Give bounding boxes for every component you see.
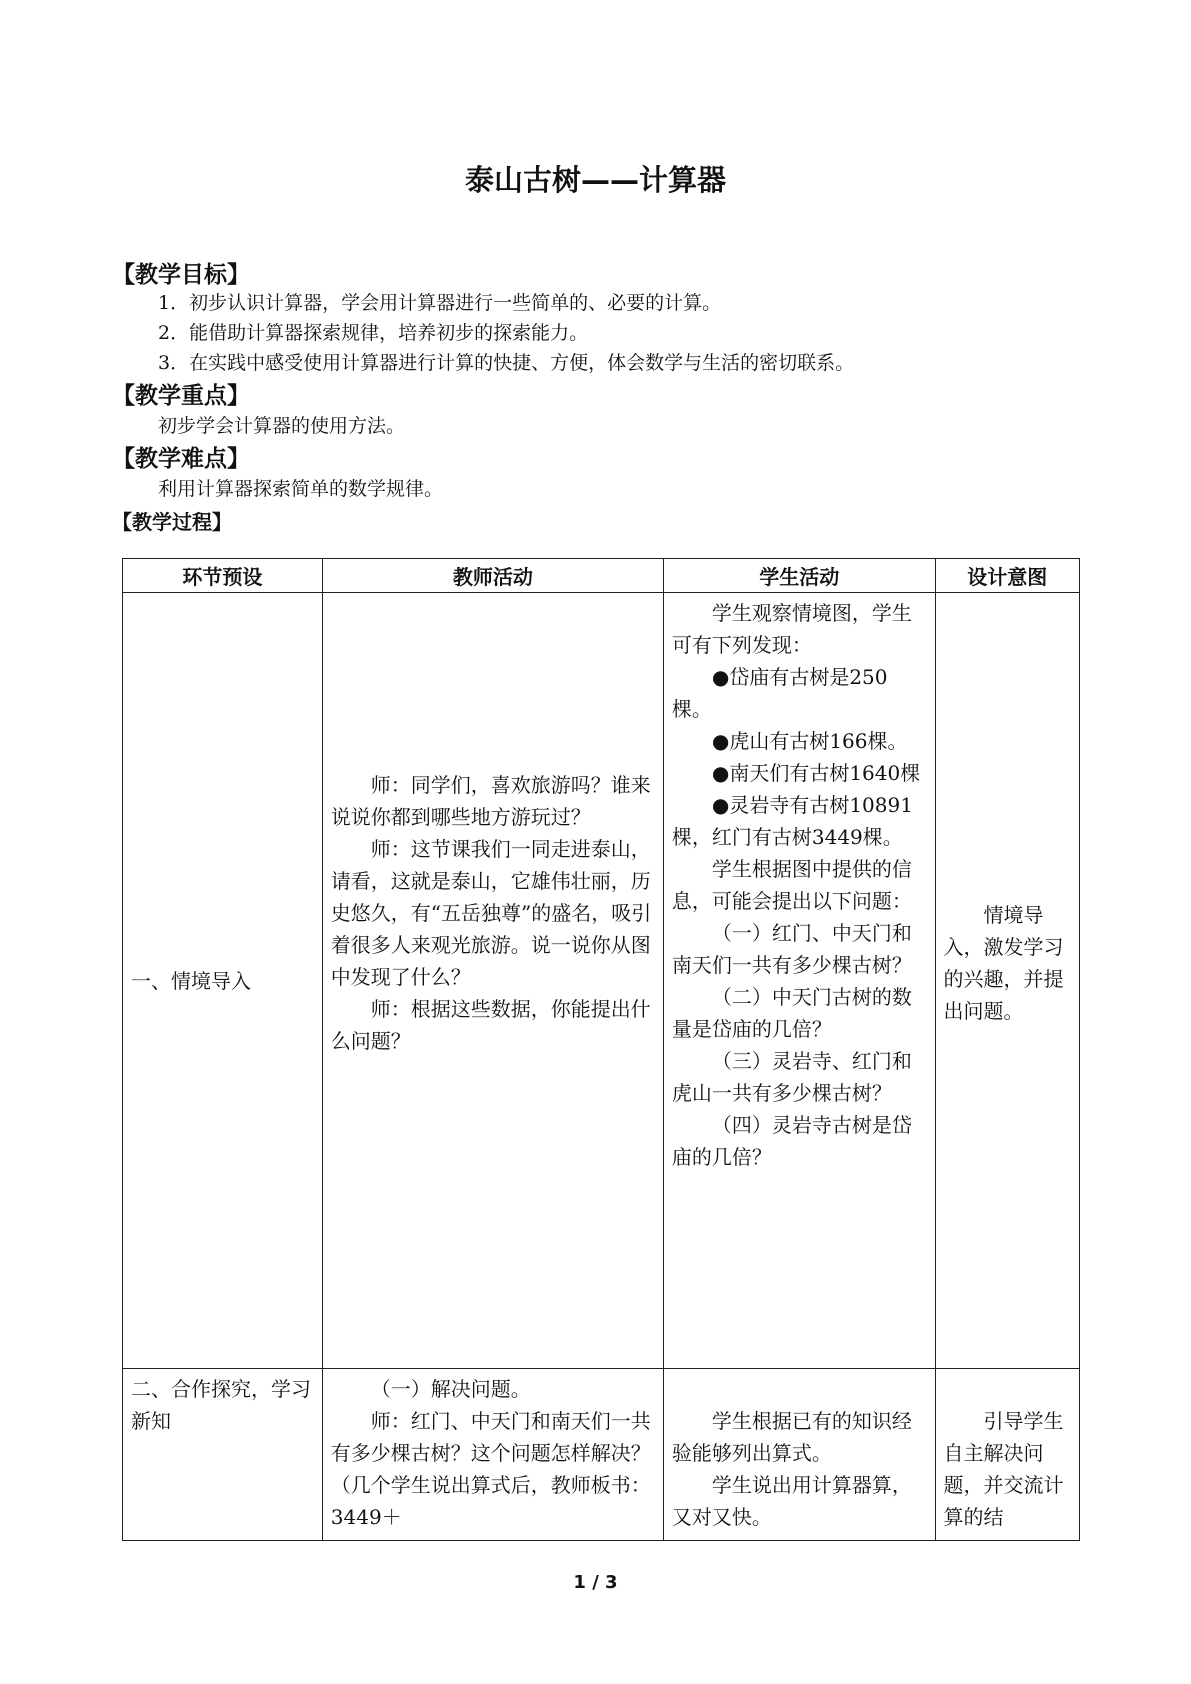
student-paragraph: ●虎山有古树166棵。 bbox=[711, 729, 908, 753]
student-paragraph: （三）灵岩寺、红门和虎山一共有多少棵古树？ bbox=[671, 1049, 912, 1105]
column-header-intent: 设计意图 bbox=[935, 559, 1079, 593]
student-cell bbox=[663, 593, 935, 1369]
objective-item-1: 1．初步认识计算器，学会用计算器进行一些简单的、必要的计算。 bbox=[158, 292, 722, 314]
key-points-text: 初步学会计算器的使用方法。 bbox=[158, 415, 406, 437]
stage-cell bbox=[123, 593, 323, 1369]
teacher-paragraph: 师：这节课我们一同走进泰山，请看，这就是泰山，它雄伟壮丽，历史悠久，有“五岳独尊”的盛名，吸引着很多人来观光旅游。说一说你从图中发现了什么？ bbox=[330, 836, 652, 989]
objective-item-3: 3．在实践中感受使用计算器进行计算的快捷、方便，体会数学与生活的密切联系。 bbox=[158, 352, 855, 374]
difficulties-heading: 【教学难点】 bbox=[112, 446, 250, 472]
student-paragraph: 学生根据图中提供的信息，可能会提出以下问题： bbox=[671, 857, 912, 913]
key-points-heading: 【教学重点】 bbox=[112, 383, 250, 409]
student-paragraph: （二）中天门古树的数量是岱庙的几倍？ bbox=[671, 985, 912, 1041]
table-row bbox=[123, 593, 1080, 1369]
objectives-heading: 【教学目标】 bbox=[112, 262, 250, 288]
teacher-cell bbox=[322, 593, 663, 1369]
student-paragraph: ●灵岩寺有古树10891棵，红门有古树3449棵。 bbox=[671, 793, 913, 849]
intent-text: 引导学生自主解决问题，并交流计算的结 bbox=[943, 1409, 1064, 1529]
stage-text: 一、情境导入 bbox=[131, 968, 251, 993]
column-header-student: 学生活动 bbox=[663, 559, 935, 593]
objective-item-2: 2．能借助计算器探索规律，培养初步的探索能力。 bbox=[158, 322, 589, 344]
stage-text: 二、合作探究，学习新知 bbox=[131, 1377, 311, 1433]
student-paragraph: （一）红门、中天门和南天们一共有多少棵古树？ bbox=[671, 921, 912, 977]
page-number: 1 / 3 bbox=[573, 1572, 618, 1593]
process-heading: 【教学过程】 bbox=[112, 510, 232, 534]
intent-cell bbox=[935, 593, 1079, 1369]
teacher-paragraph: （一）解决问题。 bbox=[370, 1377, 531, 1401]
table-row bbox=[123, 1369, 1080, 1541]
intent-cell bbox=[935, 1369, 1079, 1541]
student-paragraph: （四）灵岩寺古树是岱庙的几倍？ bbox=[671, 1113, 912, 1169]
student-cell bbox=[663, 1369, 935, 1541]
student-paragraph: 学生根据已有的知识经验能够列出算式。 bbox=[671, 1409, 912, 1465]
stage-cell bbox=[123, 1369, 323, 1541]
process-table bbox=[122, 558, 1080, 1541]
student-paragraph: 学生说出用计算器算，又对又快。 bbox=[671, 1473, 912, 1529]
intent-text: 情境导入，激发学习的兴趣，并提出问题。 bbox=[943, 902, 1064, 1023]
teacher-paragraph: 师：红门、中天门和南天们一共有多少棵古树？这个问题怎样解决？（几个学生说出算式后，教师板书：3449＋ bbox=[330, 1409, 651, 1529]
page-title: 泰山古树——计算器 bbox=[464, 163, 726, 197]
student-paragraph: ●南天们有古树1640棵 bbox=[711, 761, 921, 785]
table-header-row bbox=[123, 559, 1080, 593]
teacher-paragraph: 师：同学们，喜欢旅游吗？谁来说说你都到哪些地方游玩过？ bbox=[330, 772, 651, 829]
column-header-teacher: 教师活动 bbox=[322, 559, 663, 593]
student-paragraph: 学生观察情境图，学生可有下列发现： bbox=[671, 601, 912, 657]
student-paragraph: ●岱庙有古树是250棵。 bbox=[671, 665, 888, 721]
teacher-paragraph: 师：根据这些数据，你能提出什么问题？ bbox=[330, 996, 651, 1053]
difficulties-text: 利用计算器探索简单的数学规律。 bbox=[158, 478, 444, 500]
teacher-cell bbox=[322, 1369, 663, 1541]
column-header-stage: 环节预设 bbox=[123, 559, 323, 593]
